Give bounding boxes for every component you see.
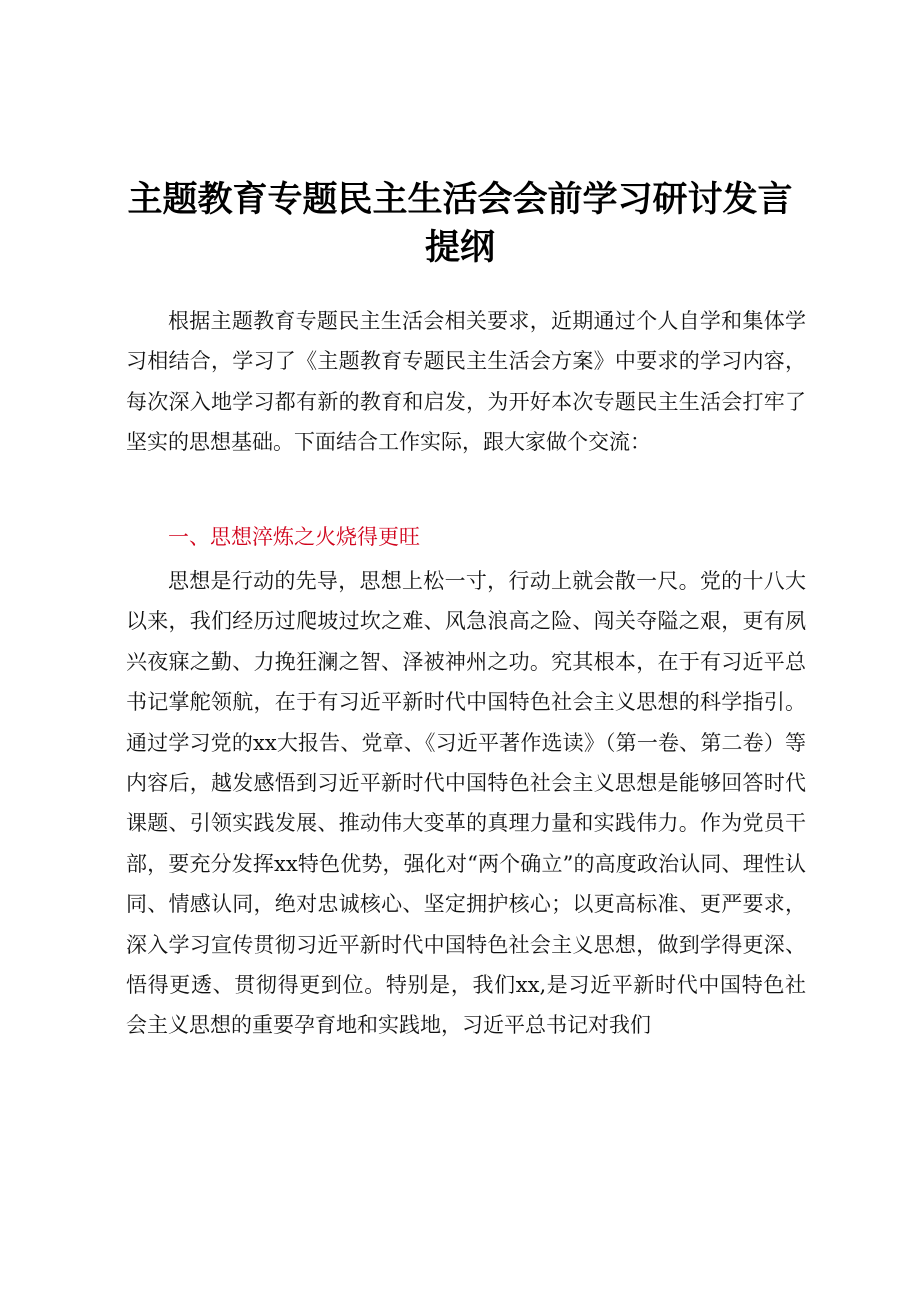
document-title-line-2: 提纲: [424, 228, 495, 268]
section-1-heading: 一、思想淬炼之火烧得更旺: [168, 525, 420, 549]
section-1-paragraph: 思想是行动的先导，思想上松一寸，行动上就会散一尺。党的十八大以来，我们经历过爬坡过坎之难、风急浪高之险、闯关夺隘之艰，更有夙兴夜寐之勤、力挽狂澜之智、泽被神州之功。究其根本，在于有习近平总书记掌舵领航，在于有习近平新时代中国特色社会主义思想的科学指引。通过学习党的xx大报告、党章、《习近平著作选读》（第一卷、第二卷）等内容后，越发感悟到习近平新时代中国特色社会主义思想是能够回答时代课题、引领实践发展、推动伟大变革的真理力量和实践伟力。作为党员干部，要充分发挥xx特色优势，强化对“两个确立”的高度政治认同、理性认同、情感认同，绝对忠诚核心、坚定拥护核心；以更高标准、更严要求，深入学习宣传贯彻习近平新时代中国特色社会主义思想，做到学得更深、悟得更透、贯彻得更到位。特别是，我们xx,是习近平新时代中国特色社会主义思想的重要孕育地和实践地，习近平总书记对我们: [126, 569, 806, 1038]
intro-paragraph: 根据主题教育专题民主生活会相关要求，近期通过个人自学和集体学习相结合，学习了《主题教育专题民主生活会方案》中要求的学习内容，每次深入地学习都有新的教育和启发，为开好本次专题民主生活会打牢了坚实的思想基础。下面结合工作实际，跟大家做个交流：: [126, 309, 806, 455]
document-title: [110, 176, 810, 272]
document-title-line-1: 主题教育专题民主生活会会前学习研讨发言: [127, 180, 793, 220]
